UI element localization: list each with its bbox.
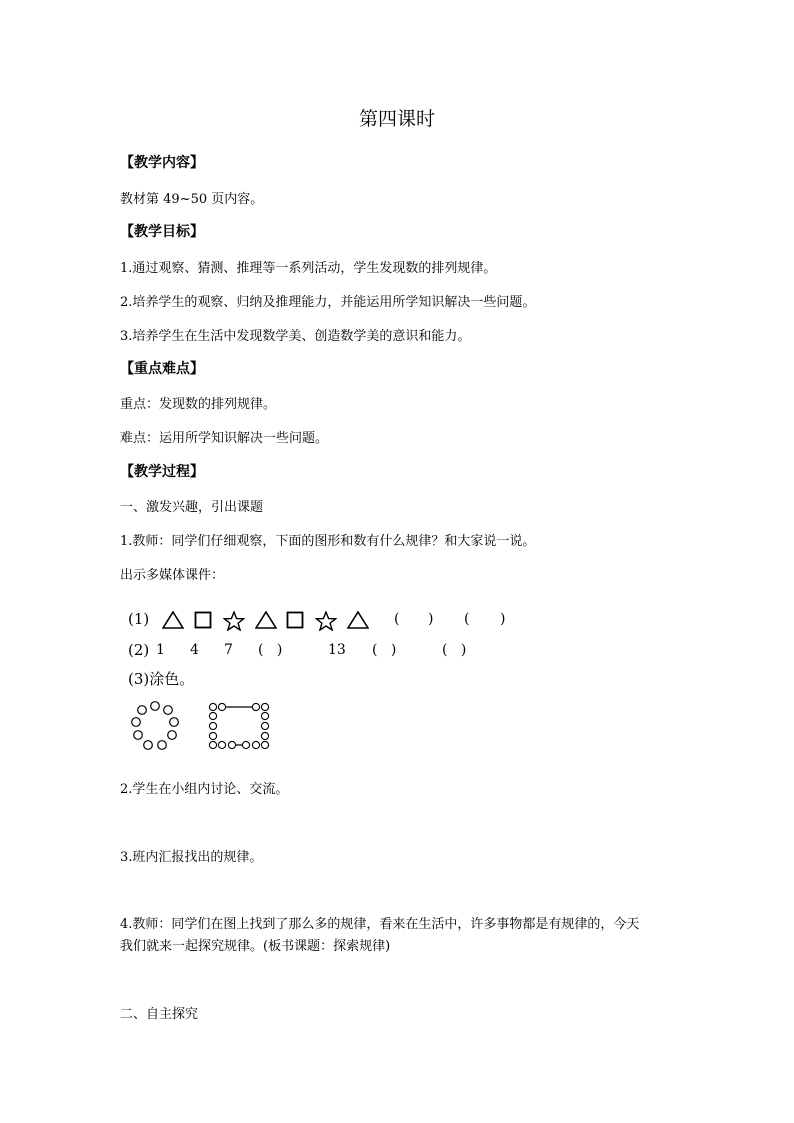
sequence-value: 4: [190, 642, 199, 658]
square-icon: [286, 611, 304, 629]
pattern-figure: [128, 606, 548, 756]
sequence-blank: ( ): [442, 642, 467, 658]
triangle-icon: [255, 611, 277, 629]
blank-close-paren: ): [428, 611, 434, 627]
sequence-blank: ( ): [258, 642, 283, 658]
row-3-label: (3)涂色。: [128, 670, 195, 688]
heading-teaching-goals: 【教学目标】: [120, 224, 204, 240]
blank-open-paren: (: [394, 611, 400, 627]
bead-circle-icon: [128, 700, 182, 752]
show-media-text: 出示多媒体课件：: [120, 568, 225, 583]
teaching-content-text: 教材第 49~50 页内容。: [120, 192, 264, 207]
blank-open-paren: (: [464, 611, 470, 627]
triangle-icon: [347, 611, 369, 629]
star-icon: [315, 611, 337, 631]
sequence-value: 1: [156, 642, 165, 658]
step-4-text-line-1: 4.教师：同学们在图上找到了那么多的规律，看来在生活中，许多事物都是有规律的，今天: [120, 917, 640, 932]
heading-teaching-process: 【教学过程】: [120, 464, 204, 480]
sequence-value: 13: [328, 642, 346, 658]
row-1-label: (1): [128, 610, 150, 628]
step-3-text: 3.班内汇报找出的规律。: [120, 850, 263, 865]
square-icon: [194, 611, 212, 629]
goal-1: 1.通过观察、猜测、推理等一系列活动，学生发现数的排列规律。: [120, 261, 497, 276]
step-2-text: 2.学生在小组内讨论、交流。: [120, 782, 289, 797]
triangle-icon: [162, 611, 184, 629]
pattern-row-1: [128, 606, 548, 632]
blank-close-paren: ): [500, 611, 506, 627]
difficulty-text: 难点：运用所学知识解决一些问题。: [120, 431, 329, 446]
page-title: 第四课时: [358, 108, 435, 130]
heading-teaching-content: 【教学内容】: [120, 155, 204, 171]
row-2-label: (2): [128, 641, 150, 659]
key-point-text: 重点：发现数的排列规律。: [120, 397, 277, 412]
pattern-row-3: [128, 666, 548, 692]
bead-rectangle-icon: [208, 702, 270, 750]
pattern-row-2: [128, 637, 548, 663]
part2-title: 二、自主探究: [120, 1007, 199, 1022]
goal-2: 2.培养学生的观察、归纳及推理能力，并能运用所学知识解决一些问题。: [120, 295, 536, 310]
part1-title: 一、激发兴趣，引出课题: [120, 500, 264, 515]
heading-key-points: 【重点难点】: [120, 361, 204, 377]
star-icon: [223, 611, 245, 631]
step-1-text: 1.教师：同学们仔细观察，下面的图形和数有什么规律？和大家说一说。: [120, 534, 536, 549]
step-4-text-line-2: 我们就来一起探究规律。(板书课题：探索规律): [120, 939, 391, 954]
goal-3: 3.培养学生在生活中发现数学美、创造数学美的意识和能力。: [120, 329, 471, 344]
sequence-blank: ( ): [372, 642, 397, 658]
sequence-value: 7: [224, 642, 233, 658]
